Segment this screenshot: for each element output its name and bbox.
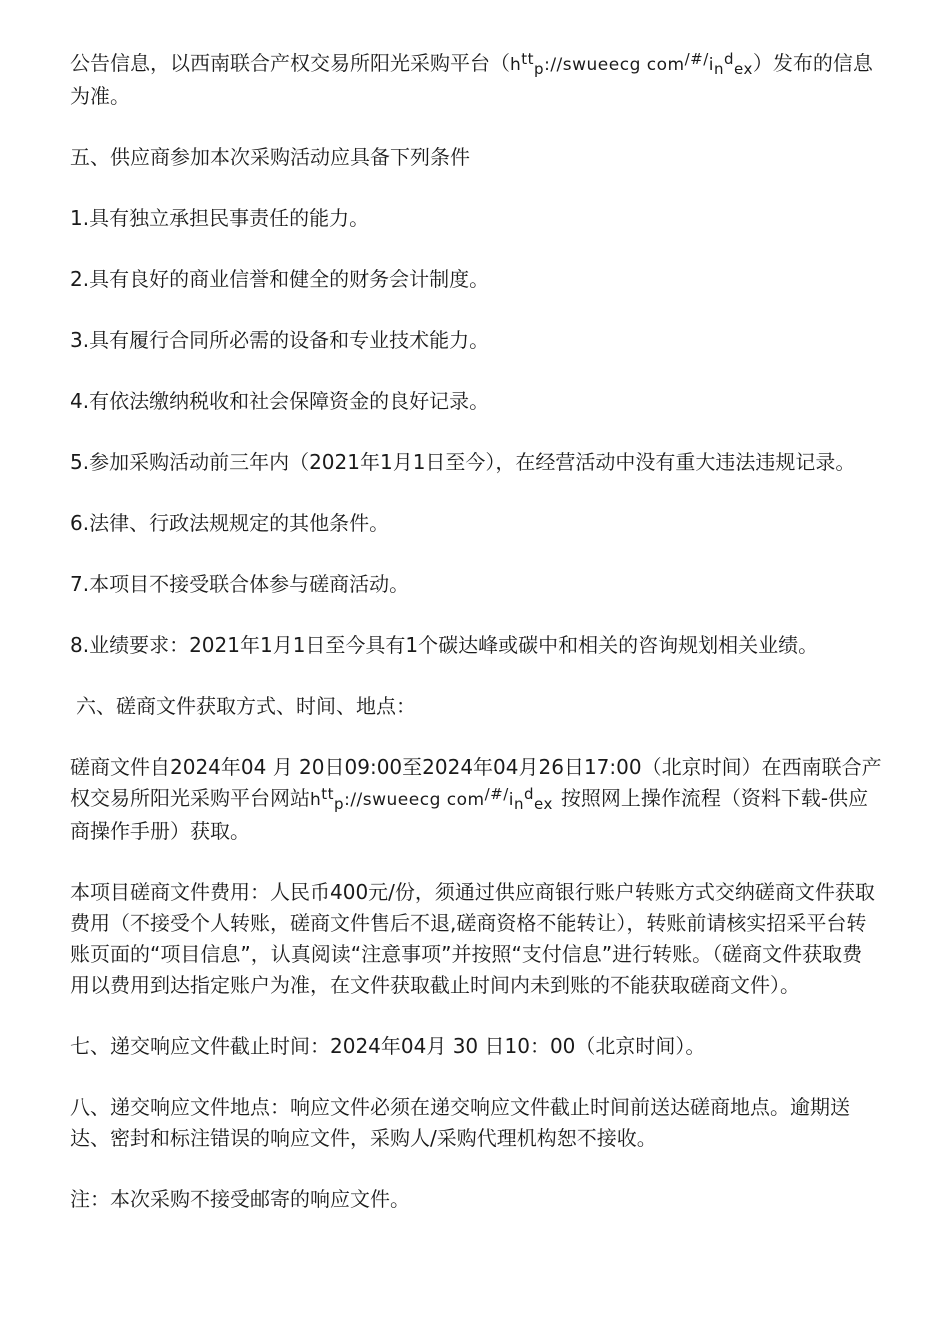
condition-item: 3.具有履行合同所必需的设备和专业技术能力。 <box>70 328 490 352</box>
section-7-deadline: 七、递交响应文件截止时间：2024年04月 30 日10：00（北京时间）。 <box>70 1034 706 1058</box>
condition-item: 4.有依法缴纳税收和社会保障资金的良好记录。 <box>70 389 490 413</box>
announcement-text-before: 公告信息，以西南联合产权交易所阳光采购平台（ <box>70 51 510 75</box>
section-8-location: 八、递交响应文件地点：响应文件必须在递交响应文件截止时间前送达磋商地点。逾期送达、密封和标注错误的响应文件，采购人/采购代理机构恕不接收。 <box>70 1095 850 1150</box>
document-body <box>70 48 882 1245</box>
fee-paragraph: 本项目磋商文件费用：人民币400元/份，须通过供应商银行账户转账方式交纳磋商文件获取费用（不接受个人转账，磋商文件售后不退,磋商资格不能转让），转账前请核实招采平台转账页面的“项目信息”，认真阅读“注意事项”并按照“支付信息”进行转账。（磋商文件获取费用以费用到达指定账户为准，在文件获取截止时间内未到账的不能获取磋商文件）。 <box>70 880 875 997</box>
announcement-paragraph <box>70 48 882 112</box>
announcement-text-after: ）发布的信息为准。 <box>70 51 873 108</box>
section-5-heading: 五、供应商参加本次采购活动应具备下列条件 <box>70 145 470 169</box>
condition-item: 5.参加采购活动前三年内（2021年1月1日至今），在经营活动中没有重大违法违规记录。 <box>70 450 856 474</box>
platform-url: http://swueecg com/#/index <box>310 785 553 813</box>
condition-item: 8.业绩要求：2021年1月1日至今具有1个碳达峰或碳中和相关的咨询规划相关业绩。 <box>70 633 819 657</box>
condition-item: 1.具有独立承担民事责任的能力。 <box>70 206 370 230</box>
platform-url: http://swueecg com/#/index <box>510 50 753 78</box>
obtain-text-after: 按照网上操作流程（资料下载-供应商操作手册）获取。 <box>70 786 869 843</box>
obtain-text-before: 磋商文件自2024年04 月 20日09:00至2024年04月26日17:00（北京时间）在西南联合产权交易所阳光采购平台网站 <box>70 755 882 810</box>
note-paragraph: 注：本次采购不接受邮寄的响应文件。 <box>70 1187 410 1211</box>
condition-item: 7.本项目不接受联合体参与磋商活动。 <box>70 572 410 596</box>
condition-item: 2.具有良好的商业信誉和健全的财务会计制度。 <box>70 267 490 291</box>
section-6-heading: 六、磋商文件获取方式、时间、地点： <box>76 694 416 718</box>
condition-item: 6.法律、行政法规规定的其他条件。 <box>70 511 390 535</box>
obtain-documents-paragraph <box>70 752 882 847</box>
